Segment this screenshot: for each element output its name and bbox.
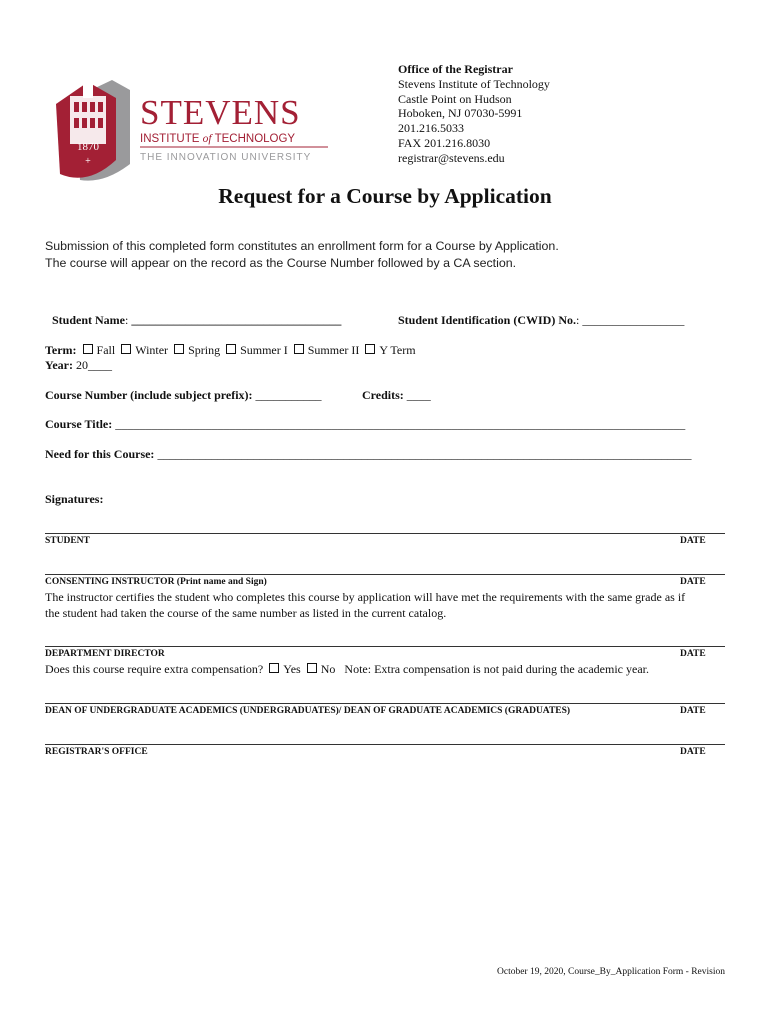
intro-text <box>45 238 559 271</box>
office-address <box>398 62 550 166</box>
instructor-signature-line[interactable] <box>45 574 725 575</box>
term-summer1-checkbox[interactable] <box>226 344 236 354</box>
course-title-label: Course Title: <box>45 417 113 431</box>
student-name-blank[interactable]: ___________________________________ <box>131 313 342 327</box>
logo-year: 1870 <box>77 141 99 153</box>
logo-tagline: THE INNOVATION UNIVERSITY <box>140 152 312 163</box>
student-signature-label: STUDENT <box>45 536 90 546</box>
year-label: Year: <box>45 358 73 372</box>
compensation-no-label: No <box>320 662 336 676</box>
director-date-label: DATE <box>680 649 706 659</box>
credits-field[interactable] <box>362 388 431 403</box>
course-number-label: Course Number (include subject prefix): <box>45 388 253 402</box>
term-summer2-checkbox[interactable] <box>294 344 304 354</box>
student-name-label: Student Name <box>52 313 126 327</box>
footer-revision: October 19, 2020, Course_By_Application Form - Revision <box>497 967 725 977</box>
compensation-question: Does this course require extra compensation? <box>45 662 264 676</box>
office-email: registrar@stevens.edu <box>398 150 505 165</box>
compensation-yes-checkbox[interactable] <box>269 663 279 673</box>
dean-date-label: DATE <box>680 706 706 716</box>
student-signature-line[interactable] <box>45 533 725 534</box>
cwid-label: Student Identification (CWID) No. <box>398 313 577 327</box>
course-number-blank[interactable]: ___________ <box>255 388 322 402</box>
intro-line: The course will appear on the record as the Course Number followed by a CA section. <box>45 255 517 270</box>
cwid-field[interactable]: Student Identification (CWID) No.: _________________ <box>398 313 685 327</box>
credits-blank[interactable]: ____ <box>406 388 431 402</box>
svg-text:+: + <box>85 156 91 167</box>
office-line: Stevens Institute of Technology <box>398 76 550 91</box>
term-fall-label: Fall <box>96 343 116 357</box>
compensation-note: Note: Extra compensation is not paid during the academic year. <box>344 662 649 676</box>
course-title-blank[interactable]: _______________________________________________________________________________________________ <box>115 417 686 431</box>
term-summer2-label: Summer II <box>307 343 360 357</box>
office-line: Hoboken, NJ 07030-5991 <box>398 106 523 121</box>
term-yterm-checkbox[interactable] <box>365 344 375 354</box>
student-date-label: DATE <box>680 536 706 546</box>
registrar-date-label: DATE <box>680 747 706 757</box>
term-spring-label: Spring <box>188 343 221 357</box>
dean-signature-line[interactable] <box>45 703 725 704</box>
tower <box>83 76 93 98</box>
instructor-note: The instructor certifies the student who completes this course by application will have met the requirements with the same grade as if the student had taken the course of the same number as listed in the current catalog. <box>45 590 686 620</box>
signatures-heading: Signatures: <box>45 492 104 506</box>
dean-signature-label: DEAN OF UNDERGRADUATE ACADEMICS (UNDERGRADUATES)/ DEAN OF GRADUATE ACADEMICS (GRADUATES) <box>45 706 571 716</box>
term-row <box>45 343 416 358</box>
registrar-signature-line[interactable] <box>45 744 725 745</box>
term-summer1-label: Summer I <box>240 343 288 357</box>
need-field[interactable] <box>45 447 691 462</box>
term-fall-checkbox[interactable] <box>83 344 93 354</box>
credits-label: Credits: <box>362 388 404 402</box>
director-signature-label: DEPARTMENT DIRECTOR <box>45 649 165 659</box>
term-winter-checkbox[interactable] <box>121 344 131 354</box>
registrar-signature-label: REGISTRAR'S OFFICE <box>45 747 148 757</box>
logo-subline: INSTITUTE of TECHNOLOGY <box>140 133 296 145</box>
stevens-logo-graphic <box>52 60 332 186</box>
director-signature-line[interactable] <box>45 646 725 647</box>
term-spring-checkbox[interactable] <box>174 344 184 354</box>
instructor-date-label: DATE <box>680 577 706 587</box>
term-winter-label: Winter <box>135 343 169 357</box>
compensation-yes-label: Yes <box>283 662 301 676</box>
cwid-blank[interactable]: _________________ <box>582 313 685 327</box>
course-title-field[interactable] <box>45 417 685 432</box>
year-field[interactable] <box>45 358 112 373</box>
intro-line: Submission of this completed form constitutes an enrollment form for a Course by Application. <box>45 239 559 253</box>
instructor-signature-label: CONSENTING INSTRUCTOR (Print name and Sign) <box>45 577 267 587</box>
office-line: FAX 201.216.8030 <box>398 135 491 150</box>
course-number-field[interactable] <box>45 388 322 403</box>
office-line: Castle Point on Hudson <box>398 91 512 106</box>
spire <box>82 64 94 76</box>
need-blank[interactable]: _________________________________________________________________________________________ <box>157 447 692 461</box>
office-line: 201.216.5033 <box>398 121 464 136</box>
student-name-field[interactable]: Student Name: ___________________________________ <box>52 313 342 327</box>
stevens-logo <box>52 60 332 186</box>
compensation-no-checkbox[interactable] <box>307 663 317 673</box>
compensation-row <box>45 661 649 677</box>
office-heading: Office of the Registrar <box>398 62 513 76</box>
logo-wordmark: STEVENS <box>140 93 301 132</box>
term-label: Term: <box>45 343 77 357</box>
term-yterm-label: Y Term <box>379 343 416 357</box>
page-title: Request for a Course by Application <box>218 184 552 208</box>
year-blank[interactable]: 20____ <box>75 358 112 372</box>
need-label: Need for this Course: <box>45 447 155 461</box>
